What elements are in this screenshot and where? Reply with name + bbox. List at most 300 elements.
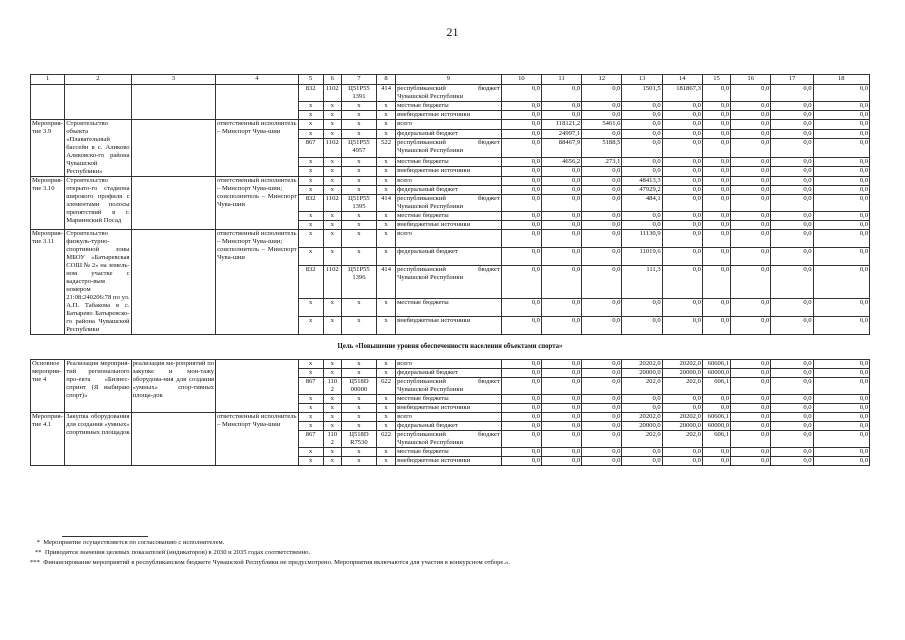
cell-amount: 0,0: [702, 157, 730, 167]
cell-amount: 0,0: [771, 247, 813, 265]
cell-amount: 0,0: [771, 431, 813, 448]
cell-section: х: [323, 111, 341, 120]
column-number-18: 18: [813, 75, 869, 85]
footnote-1: * Мероприятие осуществляется по согласованию с исполнителем.: [30, 539, 225, 546]
cell-amount: 0,0: [731, 404, 771, 413]
cell-activity-code: Мероприя- тие 3.10: [31, 177, 65, 230]
cell-amount: 0,0: [662, 120, 702, 130]
cell-amount: 0,0: [731, 212, 771, 221]
cell-target-article: х: [341, 212, 376, 221]
cell-target-article: х: [341, 177, 376, 186]
cell-amount: 202,0: [622, 378, 662, 395]
cell-amount: 0,0: [771, 129, 813, 139]
cell-amount: 0,0: [541, 167, 581, 177]
cell-amount: 0,0: [813, 378, 869, 395]
cell-target-article: Ц518D 00000: [341, 378, 376, 395]
cell-funding-source: внебюджетные источники: [396, 111, 502, 120]
cell-amount: 0,0: [662, 212, 702, 221]
cell-amount: 0,0: [582, 431, 622, 448]
cell-amount: 0,0: [771, 360, 813, 369]
cell-grbs: х: [298, 177, 323, 186]
cell-amount: 0,0: [662, 157, 702, 167]
cell-expense-type: х: [377, 422, 396, 431]
cell-funding-source: всего: [396, 360, 502, 369]
cell-grbs: х: [298, 102, 323, 111]
cell-amount: 0,0: [622, 157, 662, 167]
cell-amount: 0,0: [582, 378, 622, 395]
table-row: [31, 230, 870, 248]
cell-amount: 0,0: [731, 299, 771, 317]
cell-amount: 0,0: [622, 212, 662, 221]
cell-amount: 11130,9: [622, 230, 662, 248]
cell-amount: 0,0: [702, 85, 730, 102]
cell-activity-name: Строительство физкуль-турно-спортивной зоны МБОУ «Батыревская СОШ № 2» на земель-ном участке с кадастро-вым номером 21:08:240206:78 по ул. А.П. Табакова в с. Батырево Батыревско-го района Чувашской Республики: [66, 230, 130, 333]
column-number-7: 7: [341, 75, 376, 85]
cell-amount: 0,0: [582, 102, 622, 111]
cell-empty: [31, 85, 65, 120]
cell-amount: 1501,5: [622, 85, 662, 102]
cell-amount: 0,0: [662, 111, 702, 120]
cell-expense-type: х: [377, 221, 396, 230]
cell-amount: 0,0: [501, 230, 541, 248]
cell-activity-name: Строительство открыто-го стадиона широкого профиля с элементами полосы препятствий в г. Мариинский Посад: [65, 177, 131, 230]
cell-amount: 0,0: [622, 167, 662, 177]
column-number-11: 11: [541, 75, 581, 85]
column-number-6: 6: [323, 75, 341, 85]
cell-amount: 0,0: [622, 299, 662, 317]
cell-section: х: [323, 157, 341, 167]
cell-amount: 0,0: [813, 448, 869, 457]
column-number-1: 1: [31, 75, 65, 85]
cell-activity-name: Реализация мероприя-тий регионального про-екта «Бизнес-спринт (Я выбираю спорт)»: [65, 360, 131, 413]
cell-amount: 0,0: [813, 186, 869, 195]
cell-amount: 0,0: [501, 195, 541, 212]
cell-amount: 0,0: [622, 120, 662, 130]
cell-amount: 0,0: [541, 369, 581, 378]
cell-amount: 0,0: [501, 369, 541, 378]
cell-amount: 0,0: [731, 195, 771, 212]
cell-amount: 0,0: [541, 360, 581, 369]
goal-row: [31, 335, 870, 360]
cell-funding-source: федеральный бюджет: [396, 186, 502, 195]
footnote-2: ** Приводятся значения целевых показателей (индикаторов) в 2030 и 2035 годах соответственно.: [30, 549, 311, 556]
cell-amount: 0,0: [501, 111, 541, 120]
cell-section: х: [323, 457, 341, 466]
cell-amount: 0,0: [702, 265, 730, 299]
cell-amount: 0,0: [813, 422, 869, 431]
cell-grbs: 832: [298, 85, 323, 102]
cell-amount: 0,0: [541, 212, 581, 221]
cell-amount: 0,0: [662, 457, 702, 466]
cell-amount: 202,0: [662, 378, 702, 395]
cell-amount: 0,0: [501, 186, 541, 195]
cell-amount: 0,0: [582, 186, 622, 195]
cell-executor: ответственный исполнитель – Минспорт Чува-шии: [216, 120, 298, 177]
cell-amount: 0,0: [731, 422, 771, 431]
cell-amount: 0,0: [501, 378, 541, 395]
cell-amount: 20000,0: [622, 422, 662, 431]
cell-amount: 0,0: [501, 85, 541, 102]
program-table: [30, 74, 870, 466]
cell-amount: 0,0: [582, 177, 622, 186]
cell-amount: 0,0: [582, 413, 622, 422]
cell-amount: 0,0: [813, 167, 869, 177]
cell-amount: 181867,3: [662, 85, 702, 102]
cell-section: х: [323, 120, 341, 130]
cell-amount: 0,0: [501, 212, 541, 221]
cell-task: [131, 177, 216, 230]
cell-target-article: х: [341, 360, 376, 369]
cell-amount: 0,0: [731, 221, 771, 230]
cell-amount: 0,0: [501, 265, 541, 299]
cell-amount: 0,0: [622, 139, 662, 157]
cell-amount: 0,0: [771, 195, 813, 212]
cell-grbs: х: [298, 157, 323, 167]
cell-amount: 0,0: [541, 299, 581, 317]
cell-amount: 0,0: [662, 265, 702, 299]
cell-activity-name: Строительство объекта «Плавательный бассейн в с. Аликово Аликовско-го района Чувашской Республики»: [66, 120, 130, 175]
cell-amount: 0,0: [582, 448, 622, 457]
cell-funding-source: федеральный бюджет: [396, 369, 502, 378]
cell-target-article: х: [341, 448, 376, 457]
cell-grbs: х: [298, 317, 323, 335]
table-row: [31, 120, 870, 130]
cell-amount: 0,0: [702, 186, 730, 195]
cell-amount: 0,0: [813, 195, 869, 212]
column-number-10: 10: [501, 75, 541, 85]
cell-executor: ответственный исполнитель – Минспорт Чува-шии; соисполнитель – Минспорт Чува-шии: [216, 230, 298, 335]
cell-amount: 0,0: [813, 157, 869, 167]
cell-amount: 0,0: [541, 413, 581, 422]
cell-target-article: х: [341, 413, 376, 422]
cell-amount: 0,0: [541, 111, 581, 120]
cell-section: х: [323, 221, 341, 230]
cell-amount: 0,0: [501, 413, 541, 422]
cell-empty: [65, 85, 131, 120]
cell-amount: 0,0: [702, 247, 730, 265]
cell-amount: 0,0: [501, 431, 541, 448]
cell-amount: 0,0: [622, 448, 662, 457]
cell-amount: 0,0: [541, 457, 581, 466]
cell-amount: 0,0: [702, 448, 730, 457]
cell-funding-source: внебюджетные источники: [396, 167, 502, 177]
cell-grbs: 867: [298, 139, 323, 157]
cell-amount: 0,0: [582, 230, 622, 248]
cell-amount: 0,0: [582, 369, 622, 378]
cell-amount: 0,0: [541, 317, 581, 335]
cell-amount: 0,0: [813, 85, 869, 102]
cell-executor: ответственный исполнитель – Минспорт Чува-шии; соисполнитель – Минспорт Чува-шии: [216, 177, 298, 230]
cell-amount: 11019,6: [622, 247, 662, 265]
cell-amount: 0,0: [813, 139, 869, 157]
cell-amount: 0,0: [622, 221, 662, 230]
cell-expense-type: х: [377, 167, 396, 177]
cell-amount: 0,0: [622, 395, 662, 404]
cell-amount: 0,0: [582, 457, 622, 466]
cell-amount: 0,0: [582, 265, 622, 299]
cell-funding-source: республиканский бюджет Чувашской Республики: [397, 378, 500, 393]
cell-amount: 0,0: [813, 360, 869, 369]
cell-section: х: [323, 177, 341, 186]
cell-amount: 0,0: [501, 139, 541, 157]
cell-amount: 0,0: [702, 457, 730, 466]
cell-amount: 0,0: [771, 448, 813, 457]
cell-amount: 0,0: [731, 317, 771, 335]
cell-amount: 0,0: [541, 378, 581, 395]
column-number-8: 8: [377, 75, 396, 85]
cell-amount: 0,0: [771, 85, 813, 102]
cell-grbs: 867: [298, 431, 323, 448]
cell-amount: 118121,2: [541, 120, 581, 130]
cell-target-article: х: [341, 422, 376, 431]
cell-funding-source: республиканский бюджет Чувашской Республики: [396, 265, 502, 299]
cell-amount: 0,0: [541, 395, 581, 404]
cell-amount: 0,0: [541, 448, 581, 457]
table-row: [31, 413, 870, 422]
footnote-rule: [62, 536, 148, 537]
cell-amount: 20000,0: [662, 422, 702, 431]
cell-amount: 0,0: [501, 120, 541, 130]
cell-expense-type: х: [377, 129, 396, 139]
cell-amount: 0,0: [813, 265, 869, 299]
cell-expense-type: х: [377, 212, 396, 221]
cell-amount: 24997,1: [541, 129, 581, 139]
cell-amount: 0,0: [501, 422, 541, 431]
cell-target-article: Ц51Р55 4957: [341, 139, 376, 157]
cell-expense-type: 522: [377, 139, 396, 157]
cell-amount: 0,0: [813, 395, 869, 404]
cell-target-article: Ц518D R7530: [341, 431, 376, 448]
cell-amount: 0,0: [501, 299, 541, 317]
cell-expense-type: х: [377, 360, 396, 369]
cell-target-article: х: [341, 157, 376, 167]
cell-section: х: [323, 369, 341, 378]
cell-funding-source: местные бюджеты: [396, 448, 502, 457]
cell-grbs: х: [298, 360, 323, 369]
cell-section: 1102: [323, 85, 341, 102]
cell-amount: 20000,0: [662, 369, 702, 378]
cell-amount: 0,0: [702, 111, 730, 120]
cell-funding-source: всего: [396, 120, 502, 130]
cell-section: х: [323, 360, 341, 369]
cell-amount: 0,0: [541, 186, 581, 195]
cell-executor: ответственный исполнитель – Минспорт Чува-шии: [216, 413, 298, 466]
cell-funding-source: республиканский бюджет Чувашской Республики: [396, 139, 502, 157]
cell-amount: 0,0: [702, 230, 730, 248]
cell-amount: 0,0: [662, 299, 702, 317]
cell-amount: 0,0: [731, 129, 771, 139]
cell-funding-source: республиканский бюджет Чувашской Республики: [397, 431, 500, 446]
column-number-2: 2: [65, 75, 131, 85]
cell-amount: 5461,6: [582, 120, 622, 130]
cell-amount: 0,0: [622, 404, 662, 413]
page-number: 21: [446, 25, 459, 39]
column-number-3: 3: [131, 75, 216, 85]
cell-amount: 0,0: [731, 157, 771, 167]
cell-grbs: х: [298, 111, 323, 120]
cell-amount: 0,0: [541, 265, 581, 299]
cell-amount: 0,0: [662, 448, 702, 457]
cell-amount: 60606,1: [702, 413, 730, 422]
cell-expense-type: 622: [377, 378, 396, 395]
cell-amount: 20202,0: [662, 360, 702, 369]
cell-amount: 0,0: [702, 120, 730, 130]
cell-amount: 202,0: [622, 431, 662, 448]
cell-expense-type: 414: [377, 265, 396, 299]
cell-amount: 0,0: [813, 369, 869, 378]
column-number-17: 17: [771, 75, 813, 85]
cell-amount: 0,0: [813, 102, 869, 111]
column-number-13: 13: [622, 75, 662, 85]
cell-amount: 0,0: [541, 195, 581, 212]
cell-expense-type: х: [377, 395, 396, 404]
cell-grbs: 832: [298, 265, 323, 299]
column-number-15: 15: [702, 75, 730, 85]
cell-task: [131, 230, 216, 335]
cell-amount: 0,0: [501, 395, 541, 404]
cell-amount: 0,0: [582, 360, 622, 369]
cell-amount: 0,0: [771, 404, 813, 413]
table-row: [31, 85, 870, 102]
cell-expense-type: х: [377, 369, 396, 378]
cell-target-article: х: [341, 120, 376, 130]
cell-amount: 0,0: [582, 299, 622, 317]
cell-grbs: х: [298, 299, 323, 317]
cell-amount: 0,0: [771, 111, 813, 120]
cell-amount: 0,0: [813, 299, 869, 317]
cell-amount: 0,0: [662, 129, 702, 139]
cell-funding-source: внебюджетные источники: [396, 317, 502, 335]
cell-activity-code: Основное мероприя- тие 4: [31, 360, 65, 413]
footnote-3: *** Финансирование мероприятий в республиканском бюджете Чувашской Республики не предусмотрено. Мероприятия включаются для участия в конкурсном отборе.».: [30, 559, 510, 566]
cell-target-article: х: [341, 221, 376, 230]
cell-amount: 0,0: [662, 139, 702, 157]
cell-amount: 0,0: [702, 167, 730, 177]
cell-expense-type: 414: [377, 85, 396, 102]
cell-amount: 0,0: [541, 85, 581, 102]
cell-amount: 0,0: [582, 317, 622, 335]
cell-amount: 0,0: [771, 378, 813, 395]
cell-expense-type: х: [377, 120, 396, 130]
cell-amount: 606,1: [702, 378, 730, 395]
cell-amount: 20202,0: [622, 360, 662, 369]
cell-amount: 202,0: [662, 431, 702, 448]
cell-section: х: [323, 129, 341, 139]
cell-amount: 0,0: [771, 157, 813, 167]
cell-section: х: [323, 212, 341, 221]
cell-section: 1102: [323, 195, 341, 212]
cell-amount: 0,0: [813, 221, 869, 230]
cell-amount: 0,0: [731, 85, 771, 102]
cell-target-article: х: [341, 317, 376, 335]
cell-expense-type: х: [377, 448, 396, 457]
cell-activity-name: Закупка оборудования для создания «умных» спортивных площадок: [65, 413, 131, 466]
cell-amount: 47929,2: [622, 186, 662, 195]
cell-section: 1102: [323, 265, 341, 299]
cell-section: х: [323, 167, 341, 177]
cell-target-article: х: [341, 457, 376, 466]
cell-amount: 0,0: [813, 457, 869, 466]
cell-amount: 0,0: [731, 369, 771, 378]
cell-amount: 0,0: [662, 186, 702, 195]
cell-amount: 0,0: [771, 230, 813, 248]
cell-amount: 0,0: [662, 195, 702, 212]
cell-amount: 0,0: [582, 404, 622, 413]
cell-amount: 0,0: [501, 157, 541, 167]
cell-amount: 0,0: [702, 221, 730, 230]
cell-amount: 0,0: [582, 129, 622, 139]
cell-task: реализация ме-роприятий по закупке и мон-тажу оборудова-ния для создания «умных» спор-тивных площа-док: [131, 360, 216, 413]
cell-grbs: х: [298, 120, 323, 130]
cell-amount: 0,0: [771, 177, 813, 186]
cell-funding-source: всего: [396, 177, 502, 186]
cell-grbs: 867: [298, 378, 323, 395]
cell-target-article: х: [341, 369, 376, 378]
cell-amount: 20202,0: [622, 413, 662, 422]
cell-target-article: Ц51Р55 1395: [341, 195, 376, 212]
cell-amount: 0,0: [731, 457, 771, 466]
goal-heading: Цель «Повышение уровня обеспеченности населения объектами спорта»: [31, 335, 870, 360]
cell-grbs: х: [298, 186, 323, 195]
cell-funding-source: республиканский бюджет Чувашской Республики: [397, 195, 500, 210]
cell-expense-type: х: [377, 317, 396, 335]
cell-amount: 0,0: [813, 120, 869, 130]
cell-expense-type: х: [377, 413, 396, 422]
cell-amount: 0,0: [771, 139, 813, 157]
cell-expense-type: х: [377, 111, 396, 120]
cell-amount: 0,0: [731, 139, 771, 157]
cell-amount: 0,0: [662, 102, 702, 111]
cell-amount: 0,0: [813, 413, 869, 422]
cell-funding-source: внебюджетные источники: [396, 404, 502, 413]
cell-amount: 0,0: [702, 102, 730, 111]
cell-amount: 0,0: [501, 317, 541, 335]
cell-target-article: х: [341, 299, 376, 317]
cell-amount: 5188,5: [582, 139, 622, 157]
cell-amount: 0,0: [501, 247, 541, 265]
cell-amount: 0,0: [731, 395, 771, 404]
cell-amount: 484,1: [622, 195, 662, 212]
cell-executor: [216, 360, 298, 413]
cell-amount: 0,0: [731, 378, 771, 395]
cell-amount: 606,1: [702, 431, 730, 448]
cell-section: х: [323, 317, 341, 335]
cell-amount: 4656,2: [541, 157, 581, 167]
cell-amount: 0,0: [541, 422, 581, 431]
cell-amount: 0,0: [702, 139, 730, 157]
cell-amount: 0,0: [771, 221, 813, 230]
cell-amount: 0,0: [662, 221, 702, 230]
cell-target-article: х: [341, 102, 376, 111]
cell-target-article: х: [341, 247, 376, 265]
cell-target-article: х: [341, 230, 376, 248]
cell-target-article: Ц51Р55 1391: [341, 85, 376, 102]
cell-amount: 0,0: [731, 448, 771, 457]
cell-funding-source: всего: [396, 413, 502, 422]
cell-amount: 0,0: [702, 177, 730, 186]
cell-grbs: х: [298, 457, 323, 466]
cell-amount: 0,0: [622, 129, 662, 139]
cell-amount: 0,0: [501, 167, 541, 177]
cell-amount: 0,0: [541, 247, 581, 265]
cell-activity-code: Мероприя- тие 4.1: [31, 413, 65, 466]
cell-amount: 0,0: [501, 404, 541, 413]
cell-grbs: х: [298, 167, 323, 177]
cell-expense-type: х: [377, 299, 396, 317]
cell-amount: 111,3: [622, 265, 662, 299]
cell-amount: 0,0: [541, 102, 581, 111]
cell-amount: 0,0: [541, 230, 581, 248]
